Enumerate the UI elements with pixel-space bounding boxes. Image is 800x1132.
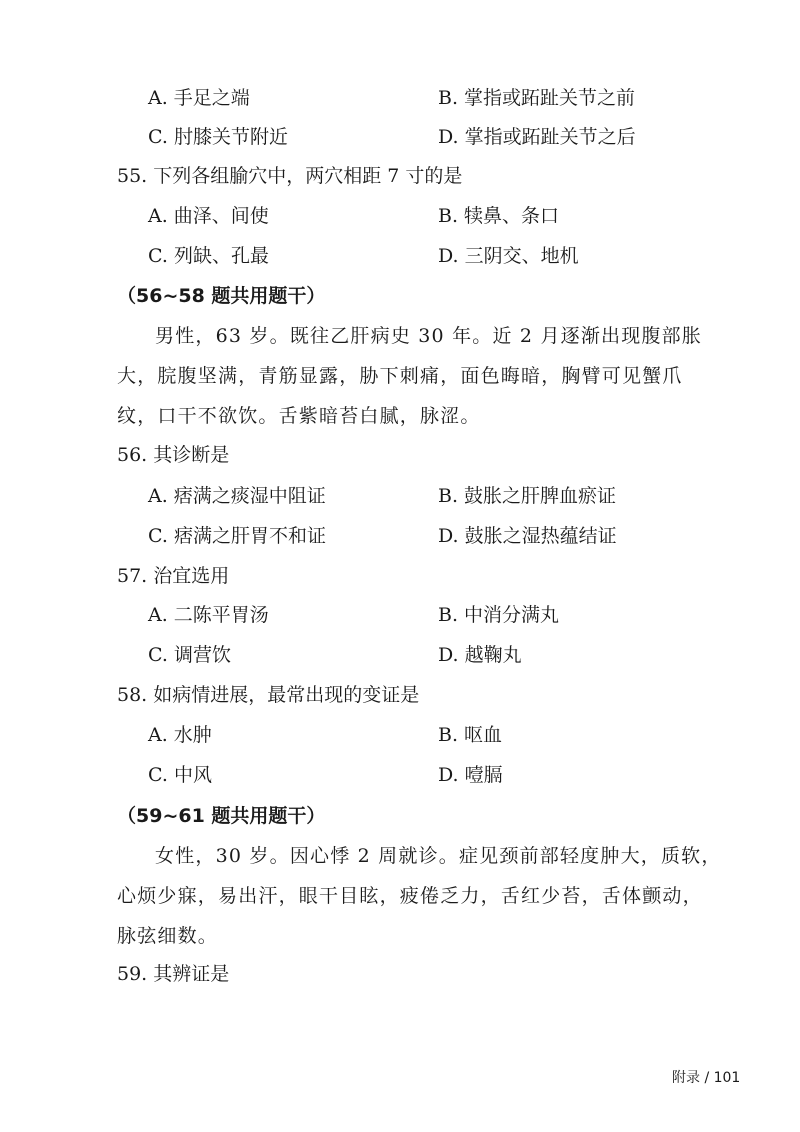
question-56-option-b: B. 鼓胀之肝脾血瘀证 [438,485,617,507]
question-55-stem: 55. 下列各组腧穴中，两穴相距 7 寸的是 [117,165,463,187]
question-56-option-c: C. 痞满之肝胃不和证 [148,525,326,547]
question-59-stem: 59. 其辨证是 [117,963,230,985]
question-56-option-a: A. 痞满之痰湿中阻证 [148,485,326,507]
question-55-option-c: C. 列缺、孔最 [148,245,269,267]
question-55-option-a: A. 曲泽、间使 [148,205,269,227]
question-57-option-a: A. 二陈平胃汤 [148,604,269,626]
option-b: B. 掌指或跖趾关节之前 [438,87,636,109]
question-55-option-b: B. 犊鼻、条口 [438,205,560,227]
question-58-option-a: A. 水肿 [148,724,212,746]
page-number: 附录 / 101 [672,1070,741,1086]
question-56-stem: 56. 其诊断是 [117,444,230,466]
option-a: A. 手足之端 [148,87,250,109]
question-55-option-d: D. 三阴交、地机 [438,245,579,267]
question-57-option-b: B. 中消分满丸 [438,604,560,626]
case-stem-56-58 [117,316,722,436]
question-57-option-d: D. 越鞠丸 [438,644,522,666]
case-text: 男性，63 岁。既往乙肝病史 30 年。近 2 月逐渐出现腹部胀大，脘腹坚满，青筋显露，胁下刺痛，面色晦暗，胸臂可见蟹爪纹，口干不欲饮。舌紫暗苔白腻，脉涩。 [117,325,703,427]
question-57-option-c: C. 调营饮 [148,644,231,666]
option-c: C. 肘膝关节附近 [148,126,288,148]
question-57-stem: 57. 治宜选用 [117,565,230,587]
case-stem-59-61 [117,836,722,956]
question-58-option-d: D. 噎膈 [438,764,503,786]
group-header-59-61: （59~61 题共用题干） [117,805,326,827]
question-58-stem: 58. 如病情进展，最常出现的变证是 [117,684,420,706]
case-text: 女性，30 岁。因心悸 2 周就诊。症见颈前部轻度肿大，质软，心烦少寐，易出汗，眼干目眩，疲倦乏力，舌红少苔，舌体颤动，脉弦细数。 [117,845,722,947]
question-58-option-b: B. 呕血 [438,724,503,746]
option-d: D. 掌指或跖趾关节之后 [438,126,636,148]
question-56-option-d: D. 鼓胀之湿热蕴结证 [438,525,617,547]
group-header-56-58: （56~58 题共用题干） [117,285,326,307]
question-58-option-c: C. 中风 [148,764,212,786]
